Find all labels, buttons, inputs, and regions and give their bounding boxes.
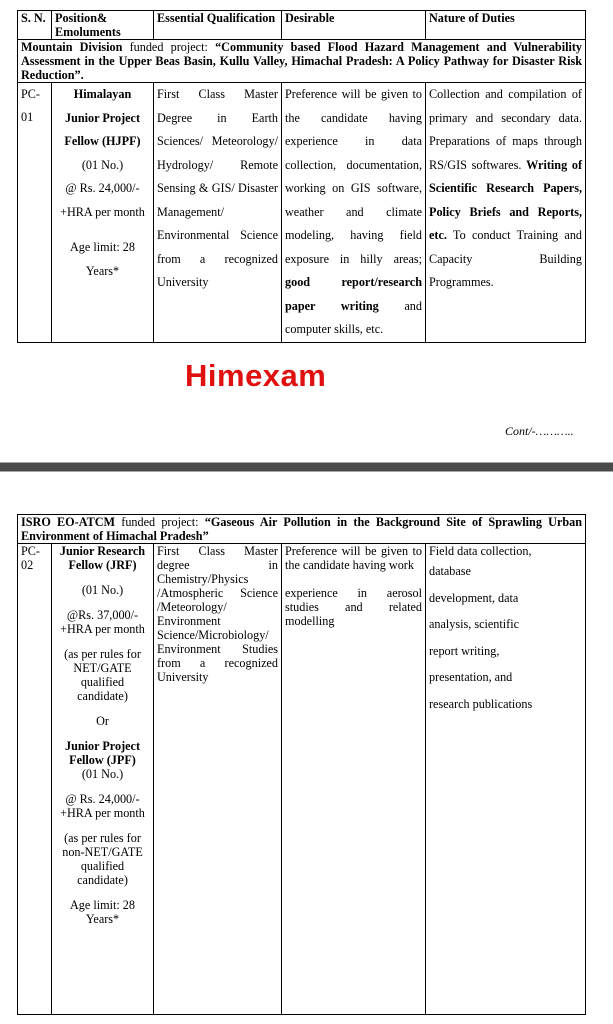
positions-table-2 xyxy=(17,514,586,1015)
row-desirable xyxy=(282,83,426,343)
project-title: “Community based Flood Hazard Management and Vulnerability Assessment in the Upper Beas Basin, Kullu Valley, Himachal Pradesh: A Policy Pathway for Disaster Risk Reduction”. xyxy=(21,40,583,82)
table-row xyxy=(18,544,586,1015)
header-position: Position& Emoluments xyxy=(52,11,154,40)
jpf-pay: @ Rs. 24,000/- +HRA per month xyxy=(60,792,145,820)
desirable-bold: good report/research paper writing xyxy=(285,275,422,313)
row-sn: PC-01 xyxy=(18,83,52,343)
jrf-title: Junior Research Fellow (JRF) xyxy=(59,544,146,572)
jrf-pay: @Rs. 37,000/- +HRA per month xyxy=(60,608,145,636)
project-title-cell xyxy=(18,515,586,544)
duty-item: report writing, xyxy=(429,643,500,658)
page-separator xyxy=(0,458,613,476)
position-pay: @ Rs. 24,000/- +HRA per month xyxy=(60,181,145,219)
project-funder: ISRO EO-ATCM xyxy=(21,515,116,529)
duty-item: database xyxy=(429,564,471,578)
page-two xyxy=(0,476,613,1024)
position-count: (01 No.) xyxy=(81,157,124,172)
age-limit: Age limit: 28 Years* xyxy=(70,898,135,926)
duty-item: analysis, scientific xyxy=(429,617,520,631)
desirable-text-end: and computer skills, etc. xyxy=(285,298,422,336)
row-sn: PC-02 xyxy=(18,544,52,1015)
row-position xyxy=(52,544,154,1015)
jrf-rules: (as per rules for NET/GATE qualified candidate) xyxy=(64,647,141,703)
duties-text: Collection and compilation of primary and secondary data. Preparations of maps through RS/GIS softwares. xyxy=(429,87,582,172)
header-qualification: Essential Qualification xyxy=(154,11,282,40)
position-title: Himalayan Junior Project Fellow (HJPF) xyxy=(64,87,141,148)
row-position xyxy=(52,83,154,343)
project-row xyxy=(18,40,586,83)
header-row xyxy=(18,11,586,40)
duty-item: development, data xyxy=(429,590,519,605)
project-funded-text: funded project: xyxy=(121,515,199,529)
row-qualification: First Class Master Degree in Earth Sciences/ Meteorology/ Hydrology/ Remote Sensing & GIS/ Disaster Management/ Environmental Science from a recognized University xyxy=(154,83,282,343)
duties-text-end: To conduct Training and Capacity Building Programmes. xyxy=(429,228,583,289)
desirable-text: Preference will be given to the candidate having experience in data collection, documentation, working on GIS software, weather and climate modeling, having field exposure in hilly areas; xyxy=(285,87,422,266)
duty-item: research publications xyxy=(429,696,533,711)
header-duties: Nature of Duties xyxy=(426,11,586,40)
table-row xyxy=(18,83,586,343)
row-qualification: First Class Master degree in Chemistry/Physics /Atmospheric Science /Meteorology/ Environment Science/Microbiology/ Environment Studies from a recognized University xyxy=(154,544,282,1015)
continued-note: Cont/-……….. xyxy=(505,424,574,438)
jpf-rules: (as per rules for non-NET/GATE qualified candidate) xyxy=(62,831,143,887)
jpf-count: (01 No.) xyxy=(81,767,124,781)
row-duties xyxy=(426,544,586,1015)
row-desirable xyxy=(282,544,426,1015)
watermark-text: Himexam xyxy=(185,358,327,393)
header-sn: S. N. xyxy=(18,11,52,40)
project-funder: Mountain Division xyxy=(21,40,123,54)
header-desirable: Desirable xyxy=(282,11,426,40)
project-title: “Gaseous Air Pollution in the Background Site of Sprawling Urban Environment of Himachal Pradesh” xyxy=(21,515,583,543)
page-one xyxy=(0,0,613,458)
positions-table-1 xyxy=(17,10,586,343)
desirable-text-2: experience in aerosol studies and related modelling xyxy=(285,586,422,628)
project-title-cell xyxy=(18,40,586,83)
or-text: Or xyxy=(96,714,109,728)
row-duties xyxy=(426,83,586,343)
project-row xyxy=(18,515,586,544)
jrf-count: (01 No.) xyxy=(81,583,124,597)
jpf-title: Junior Project Fellow (JPF) xyxy=(64,739,141,767)
project-funded-text: funded project: xyxy=(129,40,208,54)
duties-bold: Writing of Scientific Research Papers, Policy Briefs and Reports, etc. xyxy=(429,157,583,242)
duty-item: presentation, and xyxy=(429,670,513,684)
position-age: Age limit: 28 Years* xyxy=(70,240,135,278)
duty-item: Field data collection, xyxy=(429,544,532,558)
desirable-text: Preference will be given to the candidate having work xyxy=(285,544,422,572)
